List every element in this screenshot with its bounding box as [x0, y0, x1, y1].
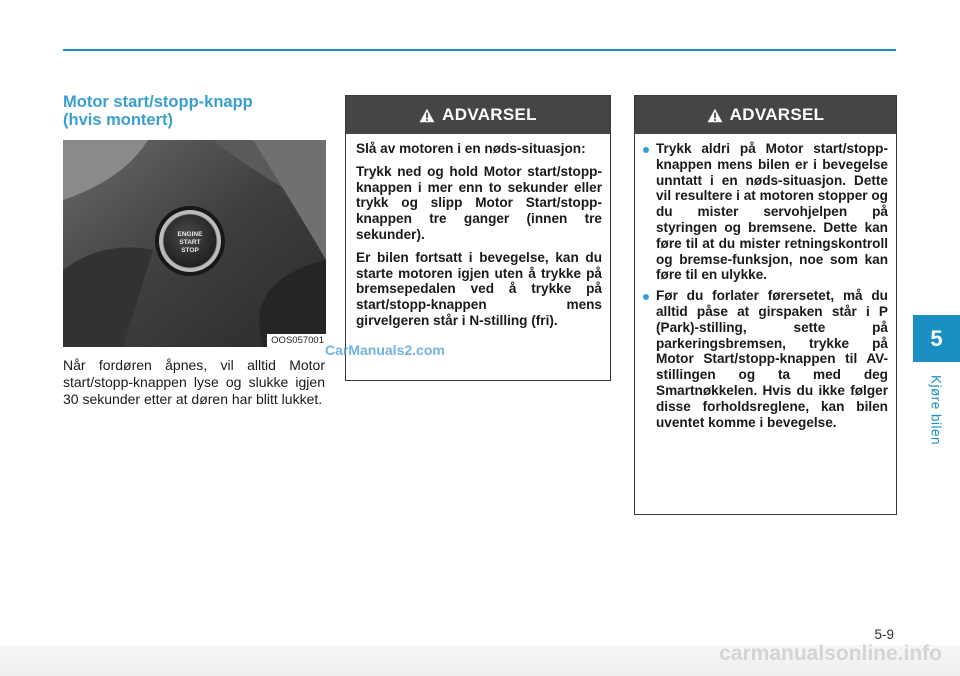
stop-label: STOP	[181, 247, 199, 254]
section-title-line-1: Motor start/stopp-knapp	[63, 93, 253, 111]
bullet-icon	[643, 147, 649, 153]
body-text: Når fordøren åpnes, vil alltid Motor start/stopp-knappen lyse og slukke igjen 30 sekunder etter at døren har blitt lukket.	[63, 357, 325, 407]
section-title	[63, 93, 325, 129]
footer-site-link[interactable]: carmanualsonline.info	[719, 642, 942, 665]
warning-1-paragraph: Trykk ned og hold Motor start/stopp-knappen i mer enn to sekunder eller trykk og slipp Motor Start/stopp-knappen tre ganger (innen tre sekunder).	[356, 163, 602, 242]
start-stop-button-photo	[63, 140, 326, 347]
warning-title-2: ADVARSEL	[729, 105, 825, 124]
warning-1-paragraph: Slå av motoren i en nøds-situasjon:	[356, 141, 586, 156]
warning-triangle-icon	[707, 108, 723, 123]
warning-1-paragraph: Er bilen fortsatt i bevegelse, kan du starte motoren igjen uten å trykke på bremsepedalen ved å trykke på start/stopp-knappen mens girvelgeren står i N-stilling (fri).	[356, 249, 602, 328]
warning-title-1: ADVARSEL	[442, 105, 537, 124]
chapter-tab: 5	[913, 315, 960, 362]
top-rule	[63, 49, 896, 51]
warning-2-bullet-text: Før du forlater førersetet, må du alltid påse at girspaken står i P (Park)-stilling, sette på parkeringsbremsen, trykke på Motor Start/stopp-knappen til AV-stillingen og ta med deg Smartnøkkelen. Hvis du ikke følger disse forholdsreglene, kan bilen uventet komme i bevegelse.	[656, 288, 888, 430]
list-item	[642, 288, 888, 430]
watermark: CarManuals2.com	[325, 342, 445, 358]
warning-body-2	[635, 134, 896, 430]
page-number: 5-9	[874, 627, 894, 642]
warning-header-1	[346, 96, 610, 134]
section-title-line-2: (hvis montert)	[63, 111, 174, 129]
start-label: START	[179, 239, 201, 246]
warning-box-2	[634, 95, 897, 515]
chapter-title: Kjøre bilen	[928, 374, 944, 446]
warning-box-1	[345, 95, 611, 381]
warning-2-bullet-text: Trykk aldri på Motor start/stopp-knappen mens bilen er i bevegelse unntatt i en nøds-situasjon. Dette vil resultere i at motoren stopper og du mister servohjelpen på styringen og bremsene. Dette kan føre til at du mister retningskontroll og bremse-funksjon, noe som kan føre til en ulykke.	[656, 141, 888, 283]
engine-label: ENGINE	[177, 231, 203, 238]
bullet-icon	[643, 294, 649, 300]
warning-2-list	[642, 141, 888, 430]
photo-code: OOS057001	[267, 334, 326, 347]
warning-header-2	[635, 96, 896, 134]
list-item	[642, 141, 888, 283]
photo-illustration	[63, 140, 326, 347]
warning-body-1	[346, 134, 610, 329]
warning-triangle-icon	[419, 108, 435, 123]
